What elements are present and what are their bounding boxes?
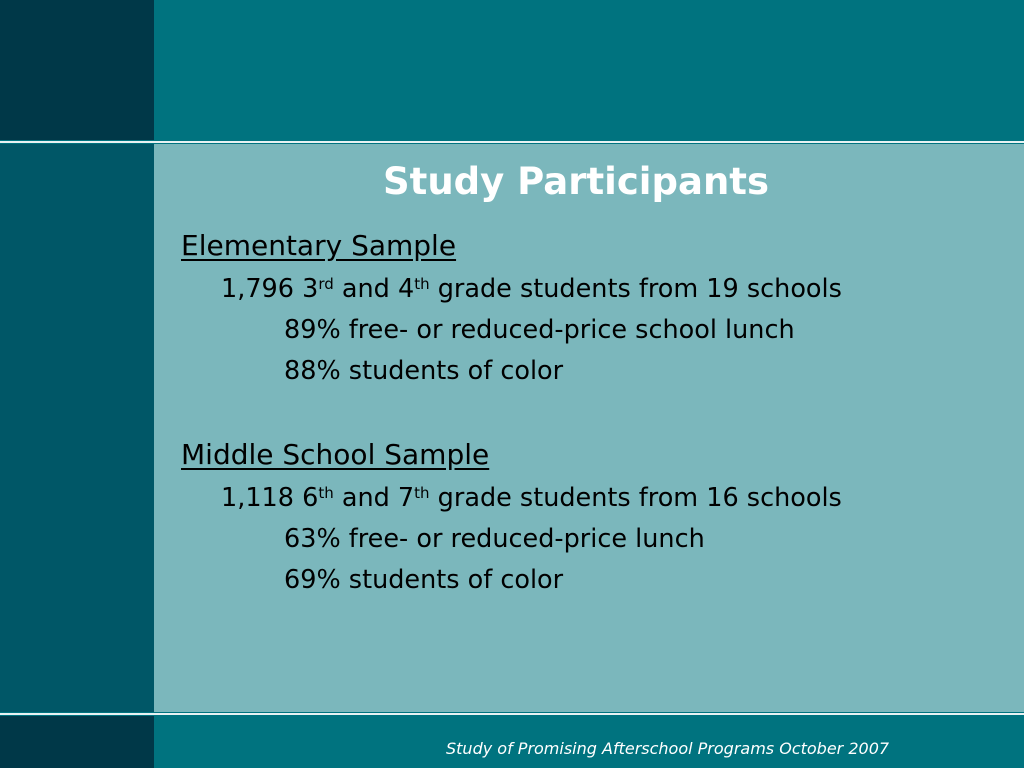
elementary-mid-text: and 4 xyxy=(333,274,415,304)
middle-count-text: 1,118 6 xyxy=(221,483,319,513)
middle-rest-text: grade students from 16 schools xyxy=(429,483,842,513)
bottom-divider xyxy=(0,713,1024,715)
left-top-panel xyxy=(0,0,154,140)
middle-lunch-stat: 63% free- or reduced-price lunch xyxy=(284,524,705,554)
middle-color-stat: 69% students of color xyxy=(284,565,564,595)
slide-footer: Study of Promising Afterschool Programs October 2007 xyxy=(446,739,890,758)
top-divider xyxy=(0,141,1024,143)
middle-students-line xyxy=(221,483,842,513)
slide-title: Study Participants xyxy=(383,160,769,203)
left-bottom-panel xyxy=(0,716,154,768)
elementary-rest-text: grade students from 19 schools xyxy=(429,274,842,304)
middle-mid-text: and 7 xyxy=(333,483,415,513)
middle-heading: Middle School Sample xyxy=(181,438,490,471)
elementary-sup-2: th xyxy=(414,274,430,293)
left-middle-panel xyxy=(0,144,154,712)
elementary-sup-1: rd xyxy=(318,274,334,293)
elementary-color-stat: 88% students of color xyxy=(284,356,564,386)
elementary-count-text: 1,796 3 xyxy=(221,274,319,304)
header-band xyxy=(154,0,1024,140)
middle-sup-2: th xyxy=(414,483,430,502)
elementary-students-line xyxy=(221,274,842,304)
elementary-heading: Elementary Sample xyxy=(181,229,457,262)
elementary-lunch-stat: 89% free- or reduced-price school lunch xyxy=(284,315,795,345)
middle-sup-1: th xyxy=(318,483,334,502)
